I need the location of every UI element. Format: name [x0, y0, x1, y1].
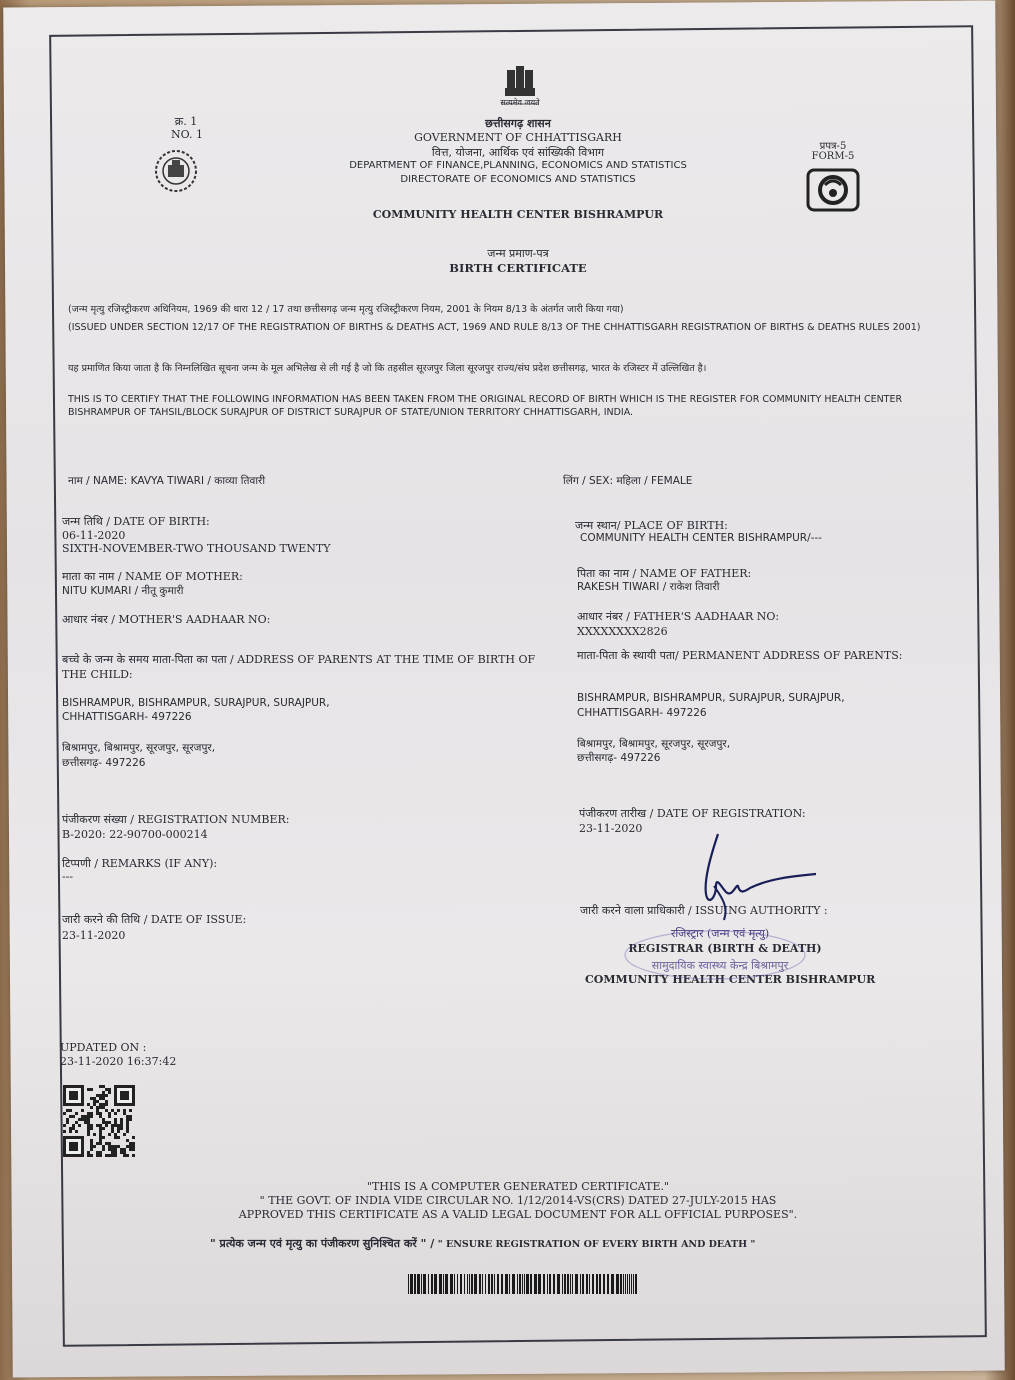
father-aadhaar-label: आधार नंबर / FATHER'S AADHAAR NO:: [577, 610, 780, 623]
emblem-caption: सत्यमेव जयते: [500, 98, 540, 107]
issuing-authority-label: जारी करने वाला प्राधिकारी / ISSUING AUTHORITY :: [580, 904, 828, 917]
signature: [680, 828, 830, 928]
pob-label: जन्म स्थान/ PLACE OF BIRTH:: [575, 519, 728, 532]
dob-words: SIXTH-NOVEMBER-TWO THOUSAND TWENTY: [62, 542, 331, 555]
father-value: RAKESH TIWARI / राकेश तिवारी: [577, 581, 720, 593]
number-hindi: क्र. 1: [174, 115, 198, 128]
official-stamp: [600, 915, 830, 985]
issue-date-label: जारी करने की तिथि / DATE OF ISSUE:: [62, 913, 247, 926]
father-aadhaar-value: XXXXXXXX2826: [577, 625, 668, 638]
dept-title: DEPARTMENT OF FINANCE,PLANNING, ECONOMICS AND STATISTICS: [349, 160, 687, 171]
issue-date-value: 23-11-2020: [62, 929, 126, 942]
address-birth-label: बच्चे के जन्म के समय माता-पिता का पता / ADDRESS OF PARENTS AT THE TIME OF BIRTH OF THE CHILD:: [62, 653, 536, 681]
stamp-text: सामुदायिक स्वास्थ्य केन्द्र बिश्रामपुर: [651, 959, 789, 972]
sex-label: लिंग / SEX:: [563, 475, 613, 487]
title-hindi: जन्म प्रमाण-पत्र: [487, 247, 549, 260]
form-hindi: प्रपत्र-5: [819, 141, 847, 152]
issued-under-hindi: (जन्म मृत्यु रजिस्ट्रीकरण अधिनियम, 1969 की धारा 12 / 17 तथा छत्तीसगढ़ जन्म मृत्यु रजिस्ट्रीकरण नियम, 2001 के नियम 8/13 के अंतर्गत जारी किया गया): [68, 304, 624, 315]
registrar-title: REGISTRAR (BIRTH & DEATH): [628, 942, 822, 955]
registration-number-value: B-2020: 22-90700-000214: [62, 828, 208, 841]
pob-value: COMMUNITY HEALTH CENTER BISHRAMPUR/---: [580, 532, 822, 544]
mother-aadhaar-label: आधार नंबर / MOTHER'S AADHAAR NO:: [62, 613, 271, 626]
name-label: नाम / NAME:: [68, 475, 128, 487]
footer-slogan-row: [210, 1236, 755, 1251]
sex-value: महिला / FEMALE: [616, 475, 693, 487]
address-birth-en-2: CHHATTISGARH- 497226: [62, 711, 192, 723]
slogan-hindi: " प्रत्येक जन्म एवं मृत्यु का पंजीकरण सुनिश्चित करें " /: [210, 1237, 435, 1250]
address-permanent-hi-1: बिश्रामपुर, बिश्रामपुर, सूरजपुर, सूरजपुर,: [577, 738, 731, 750]
form-label: FORM-5: [811, 151, 855, 162]
registrar-hindi: रजिस्ट्रार (जन्म एवं मृत्यु): [670, 927, 770, 940]
dept-hindi: वित्त, योजना, आर्थिक एवं सांख्यिकी विभाग: [431, 146, 605, 159]
registration-date-label: पंजीकरण तारीख / DATE OF REGISTRATION:: [579, 807, 806, 820]
updated-label: UPDATED ON :: [60, 1041, 147, 1054]
dob-value: 06-11-2020: [62, 529, 126, 542]
address-permanent-hi-2: छत्तीसगढ़- 497226: [577, 752, 661, 764]
mother-label: माता का नाम / NAME OF MOTHER:: [62, 570, 243, 583]
registration-date-value: 23-11-2020: [579, 822, 643, 835]
registration-number-label: पंजीकरण संख्या / REGISTRATION NUMBER:: [62, 813, 290, 826]
certify-hindi: यह प्रमाणित किया जाता है कि निम्नलिखित सूचना जन्म के मूल अभिलेख से ली गई है जो कि तहसील सूरजपुर जिला सूरजपुर राज्य/संघ प्रदेश छत्तीसगढ़, भारत के रजिस्टर में उल्लिखित है।: [68, 363, 707, 374]
qr-code: [63, 1085, 135, 1157]
dob-label: जन्म तिथि / DATE OF BIRTH:: [62, 515, 210, 528]
form-mark-icon: [805, 167, 855, 213]
name-value: KAVYA TIWARI / काव्या तिवारी: [130, 475, 266, 487]
issued-under-english: (ISSUED UNDER SECTION 12/17 OF THE REGISTRATION OF BIRTHS & DEATHS ACT, 1969 AND RULE 8/13 OF THE CHHATTISGARH REGISTRATION OF BIRTHS & DEATHS RULES 2001): [68, 322, 921, 333]
certificate-title: BIRTH CERTIFICATE: [449, 261, 587, 275]
directorate: DIRECTORATE OF ECONOMICS AND STATISTICS: [400, 174, 636, 185]
remarks-label: टिप्पणी / REMARKS (IF ANY):: [62, 857, 218, 870]
certificate-border: [49, 25, 987, 1347]
slogan-english: " ENSURE REGISTRATION OF EVERY BIRTH AND DEATH ": [437, 1239, 756, 1250]
authority-center: COMMUNITY HEALTH CENTER BISHRAMPUR: [585, 973, 876, 986]
father-label: पिता का नाम / NAME OF FATHER:: [577, 567, 752, 580]
barcode: [408, 1274, 640, 1294]
sex-row: [563, 474, 692, 488]
remarks-value: ---: [62, 870, 74, 883]
address-permanent-label: माता-पिता के स्थायी पता/ PERMANENT ADDRESS OF PARENTS:: [577, 649, 903, 662]
mother-value: NITU KUMARI / नीतू कुमारी: [62, 585, 184, 597]
footer-line-1: "THIS IS A COMPUTER GENERATED CERTIFICATE.": [366, 1180, 670, 1193]
updated-value: 23-11-2020 16:37:42: [60, 1055, 177, 1068]
state-seal-icon: [148, 148, 210, 194]
address-permanent-en-2: CHHATTISGARH- 497226: [577, 707, 707, 719]
address-permanent-en-1: BISHRAMPUR, BISHRAMPUR, SURAJPUR, SURAJPUR,: [577, 692, 845, 704]
number-label: NO. 1: [171, 128, 203, 141]
address-birth-en-1: BISHRAMPUR, BISHRAMPUR, SURAJPUR, SURAJPUR,: [62, 697, 330, 709]
footer-line-2: " THE GOVT. OF INDIA VIDE CIRCULAR NO. 1/12/2014-VS(CRS) DATED 27-JULY-2015 HAS: [259, 1194, 777, 1207]
address-birth-hi-1: बिश्रामपुर, बिश्रामपुर, सूरजपुर, सूरजपुर,: [62, 742, 216, 754]
certify-english: THIS IS TO CERTIFY THAT THE FOLLOWING INFORMATION HAS BEEN TAKEN FROM THE ORIGINAL RECORD OF BIRTH WHICH IS THE REGISTER FOR COMMUNITY HEALTH CENTER BISHRAMPUR OF TAHSIL/BLOCK SURAJPUR OF DISTRICT SURAJPUR OF STATE/UNION TERRITORY CHHATTISGARH, INDIA.: [68, 394, 903, 418]
address-birth-hi-2: छत्तीसगढ़- 497226: [62, 757, 146, 769]
name-row: [68, 474, 265, 488]
govt-title: GOVERNMENT OF CHHATTISGARH: [414, 131, 622, 144]
footer-line-3: APPROVED THIS CERTIFICATE AS A VALID LEGAL DOCUMENT FOR ALL OFFICIAL PURPOSES".: [238, 1208, 798, 1221]
govt-hindi: छत्तीसगढ़ शासन: [485, 117, 551, 130]
center-title: COMMUNITY HEALTH CENTER BISHRAMPUR: [372, 208, 664, 221]
